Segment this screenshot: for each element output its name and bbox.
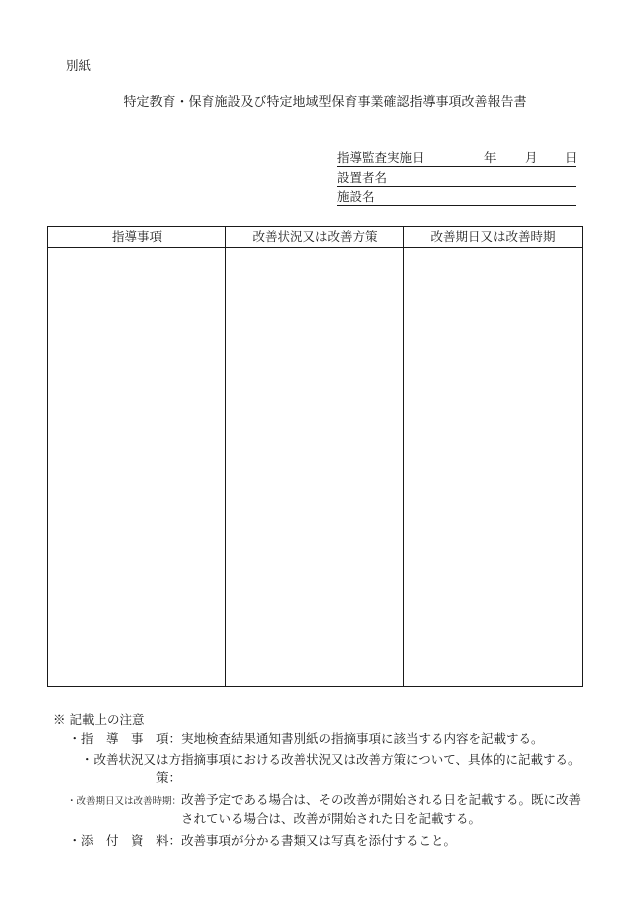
- audit-date-label: 指導監査実施日: [337, 150, 425, 165]
- founder-field: [337, 169, 576, 187]
- note-label-improvement-date: ・改善期日又は改善時期：: [66, 796, 181, 807]
- report-table: [47, 226, 583, 687]
- note-label-attachments: ・添 付 資 料：: [68, 833, 181, 848]
- year-label: 年: [484, 150, 497, 165]
- note-text-guidance: 実地検査結果通知書別紙の指摘事項に該当する内容を記載する。: [181, 731, 544, 746]
- attachment-label: 別紙: [66, 58, 92, 73]
- column-header-improvement-date: 改善期日又は改善時期: [430, 229, 556, 244]
- table-header-divider: [48, 247, 582, 248]
- day-label: 日: [565, 150, 578, 165]
- column-divider: [403, 227, 404, 686]
- column-header-improvement-status: 改善状況又は改善方策: [252, 229, 378, 244]
- column-divider: [225, 227, 226, 686]
- column-header-guidance: 指導事項: [111, 229, 162, 244]
- note-label-guidance: ・指 導 事 項：: [68, 731, 181, 746]
- facility-field: [337, 188, 576, 206]
- note-text-improvement-date: 改善予定である場合は、その改善が開始される日を記載する。既に改善されている場合は、改善が開始された日を記載する。: [181, 792, 582, 826]
- note-label-improvement-status: ・改善状況又は方策：: [80, 752, 181, 785]
- facility-label: 施設名: [337, 189, 375, 204]
- note-text-improvement-status: 指摘事項における改善状況又は改善方策について、具体的に記載する。: [181, 752, 581, 767]
- month-label: 月: [525, 150, 538, 165]
- note-text-attachments: 改善事項が分かる書類又は写真を添付すること。: [181, 833, 457, 848]
- document-title: 特定教育・保育施設及び特定地域型保育事業確認指導事項改善報告書: [123, 95, 527, 110]
- notes-title: ※ 記載上の注意: [53, 712, 145, 727]
- audit-date-field: [337, 149, 576, 167]
- founder-label: 設置者名: [337, 170, 388, 185]
